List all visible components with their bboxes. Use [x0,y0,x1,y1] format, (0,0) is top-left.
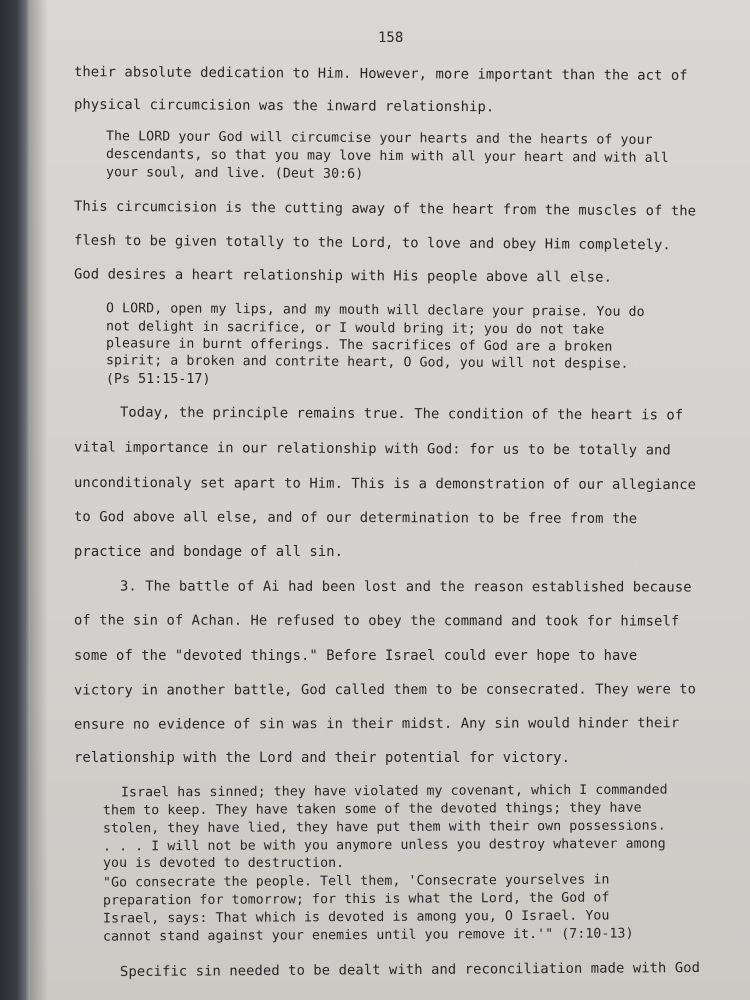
text-line: victory in another battle, God called them to be consecrated. They were to [73,681,697,699]
text-line: physical circumcision was the inward relationship. [73,96,495,116]
text-line: ensure no evidence of sin was in their midst. Any sin would hinder their [73,715,680,733]
quote-line: not delight in sacrifice, or I would bring it; you do not take [105,319,605,338]
quote-line: . . . I will not be with you anymore unless you destroy whatever among [102,836,666,855]
quote-line: "Go consecrate the people. Tell them, 'Consecrate yourselves in [102,872,610,891]
quote-line: you is devoted to destruction. [103,856,345,871]
quote-line: (Ps 51:15-17) [106,372,211,387]
text-line: some of the "devoted things." Before Israel could ever hope to have [74,648,638,664]
quote-line: O LORD, open my lips, and my mouth will declare your praise. You do [105,301,645,320]
text-line: Specific sin needed to be dealt with and reconciliation made with God [119,959,701,981]
quote-line: pleasure in burnt offerings. The sacrifices of God are a broken [105,336,613,355]
quote-line: your soul, and live. (Deut 30:6) [105,165,364,182]
text-line: 3. The battle of Ai had been lost and the reason established because [119,578,692,596]
text-line: their absolute dedication to Him. However, more important than the act of [73,64,688,84]
text-line: God desires a heart relationship with His people above all else. [73,266,613,286]
page-number: 158 [378,30,404,46]
quote-line: spirit; a broken and contrite heart, O God, you will not despise. [105,353,629,372]
text-line: relationship with the Lord and their potential for victory. [74,750,570,766]
quote-line: preparation for tomorrow; for this is what the Lord, the God of [102,890,610,909]
text-line: practice and bondage of all sin. [74,544,344,560]
quote-line: descendants, so that you may love him with all your heart and with all [105,147,669,166]
quote-line: stolen, they have lied, they have put them with their own possessions. [102,818,666,837]
text-line: Today, the principle remains true. The condition of the heart is of [119,404,684,424]
quote-line: Israel has sinned; they have violated my covenant, which I commanded [120,782,668,801]
text-line: unconditionaly set apart to Him. This is a demonstration of our allegiance [73,474,697,494]
quote-line: The LORD your God will circumcise your hearts and the hearts of your [105,129,653,148]
binding-edge [0,0,30,1000]
text-line: This circumcision is the cutting away of the heart from the muscles of the [73,198,697,220]
quote-line: cannot stand against your enemies until you remove it.'" (7:10-13) [102,926,634,945]
fold-shadow [30,0,48,1000]
text-line: vital importance in our relationship with God: for us to be totally and [73,439,671,459]
quote-line: Israel, says: That which is devoted is among you, O Israel. You [102,908,610,927]
quote-line: them to keep. They have taken some of the devoted things; they have [102,800,642,819]
text-line: flesh to be given totally to the Lord, to love and obey Him completely. [73,232,671,254]
text-line: of the sin of Achan. He refused to obey the command and took for himself [73,612,680,630]
text-line: to God above all else, and of our determination to be free from the [73,509,638,527]
